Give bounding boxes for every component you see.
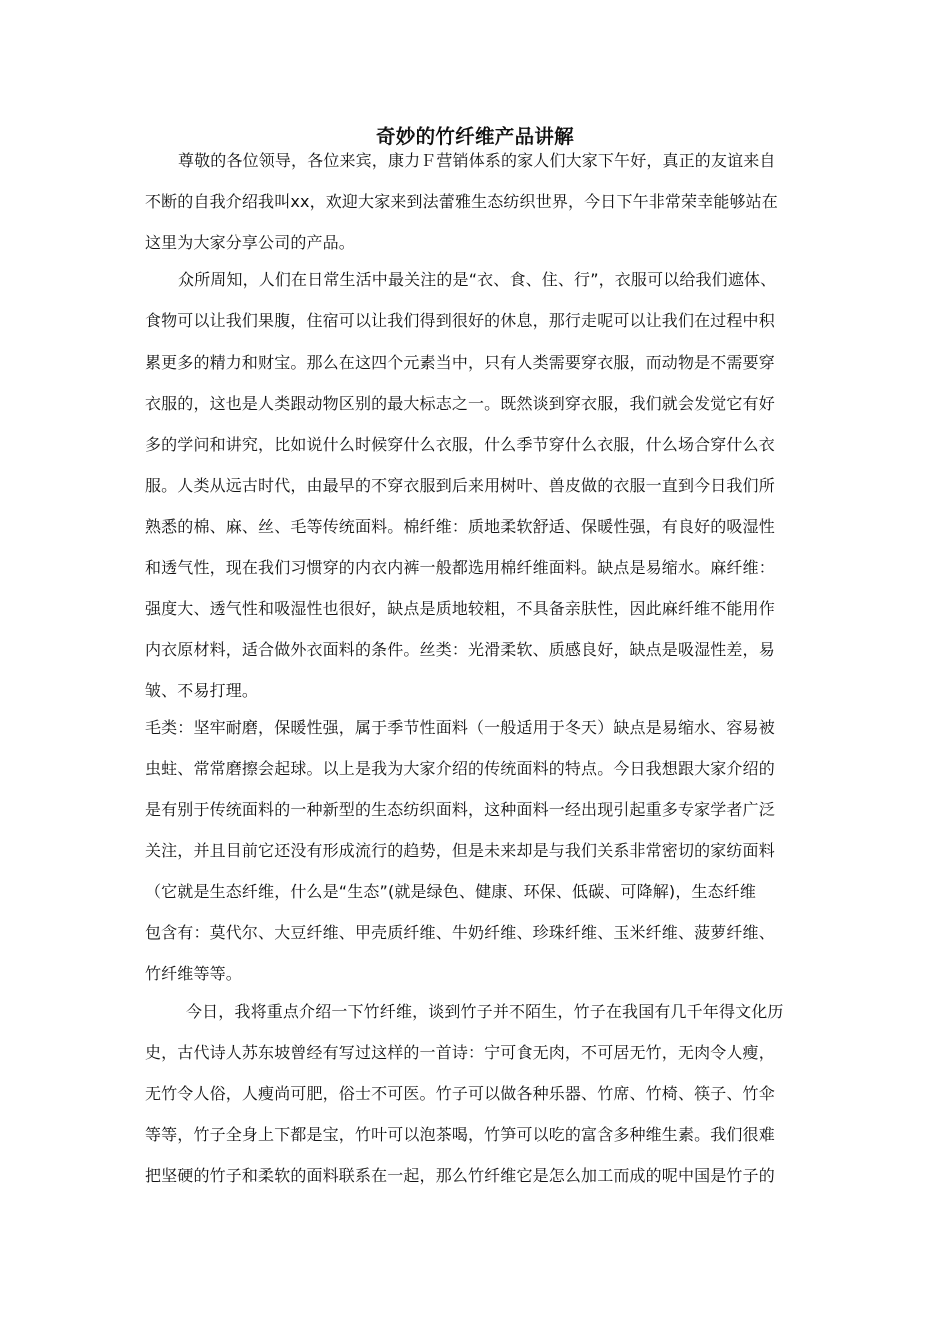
- text-line: 食物可以让我们果腹，住宿可以让我们得到很好的休息，那行走呢可以让我们在过程中积: [145, 311, 775, 330]
- text-line: 多的学问和讲究，比如说什么时候穿什么衣服，什么季节穿什么衣服，什么场合穿什么衣: [145, 435, 775, 454]
- text-line: 包含有：莫代尔、大豆纤维、甲壳质纤维、牛奶纤维、珍珠纤维、玉米纤维、菠萝纤维、: [145, 923, 775, 942]
- text-line: 皱、不易打理。: [145, 681, 259, 700]
- text-line: 无竹令人俗，人瘦尚可肥，俗士不可医。竹子可以做各种乐器、竹席、竹椅、筷子、竹伞: [145, 1084, 775, 1103]
- text-line: 把坚硬的竹子和柔软的面料联系在一起，那么竹纤维它是怎么加工而成的呢中国是竹子的: [145, 1166, 775, 1185]
- text-line: 今日，我将重点介绍一下竹纤维，谈到竹子并不陌生，竹子在我国有几千年得文化历: [186, 1002, 784, 1021]
- text-line: 史，古代诗人苏东坡曾经有写过这样的一首诗：宁可食无肉，不可居无竹，无肉令人瘦，: [145, 1043, 775, 1062]
- text-line: 这里为大家分享公司的产品。: [145, 233, 355, 252]
- text-line: （它就是生态纤维，什么是“生态”(就是绿色、健康、环保、低碳、可降解)，生态纤维: [145, 882, 757, 901]
- text-line: 众所周知，人们在日常生活中最关注的是“衣、食、住、行”，衣服可以给我们遮体、: [178, 270, 777, 289]
- text-line: 不断的自我介绍我叫xx，欢迎大家来到法蕾雅生态纺织世界，今日下午非常荣幸能够站在: [145, 192, 778, 211]
- text-line: 服。人类从远古时代，由最早的不穿衣服到后来用树叶、兽皮做的衣服一直到今日我们所: [145, 476, 775, 495]
- text-line: 等等，竹子全身上下都是宝，竹叶可以泡茶喝，竹笋可以吃的富含多种维生素。我们很难: [145, 1125, 775, 1144]
- text-line: 是有别于传统面料的一种新型的生态纺织面料，这种面料一经出现引起重多专家学者广泛: [145, 800, 775, 819]
- text-line: 关注，并且目前它还没有形成流行的趋势，但是未来却是与我们关系非常密切的家纺面料: [145, 841, 775, 860]
- text-line: 内衣原材料，适合做外衣面料的条件。丝类：光滑柔软、质感良好，缺点是吸湿性差，易: [145, 640, 775, 659]
- text-line: 毛类：坚牢耐磨，保暖性强，属于季节性面料（一般适用于冬天）缺点是易缩水、容易被: [145, 718, 775, 737]
- text-line: 尊敬的各位领导，各位来宾，康力Ｆ营销体系的家人们大家下午好，真正的友谊来自: [178, 151, 776, 170]
- text-line: 和透气性，现在我们习惯穿的内衣内裤一般都选用棉纤维面料。缺点是易缩水。麻纤维：: [145, 558, 775, 577]
- text-line: 虫蛀、常常磨擦会起球。以上是我为大家介绍的传统面料的特点。今日我想跟大家介绍的: [145, 759, 775, 778]
- text-line: 强度大、透气性和吸湿性也很好，缺点是质地较粗，不具备亲肤性，因此麻纤维不能用作: [145, 599, 775, 618]
- text-line: 衣服的，这也是人类跟动物区别的最大标志之一。既然谈到穿衣服，我们就会发觉它有好: [145, 394, 775, 413]
- text-line: 熟悉的棉、麻、丝、毛等传统面料。棉纤维：质地柔软舒适、保暖性强，有良好的吸湿性: [145, 517, 775, 536]
- text-line: 竹纤维等等。: [145, 964, 242, 983]
- document-title: 奇妙的竹纤维产品讲解: [375, 125, 574, 148]
- text-line: 累更多的精力和财宝。那么在这四个元素当中，只有人类需要穿衣服，而动物是不需要穿: [145, 353, 775, 372]
